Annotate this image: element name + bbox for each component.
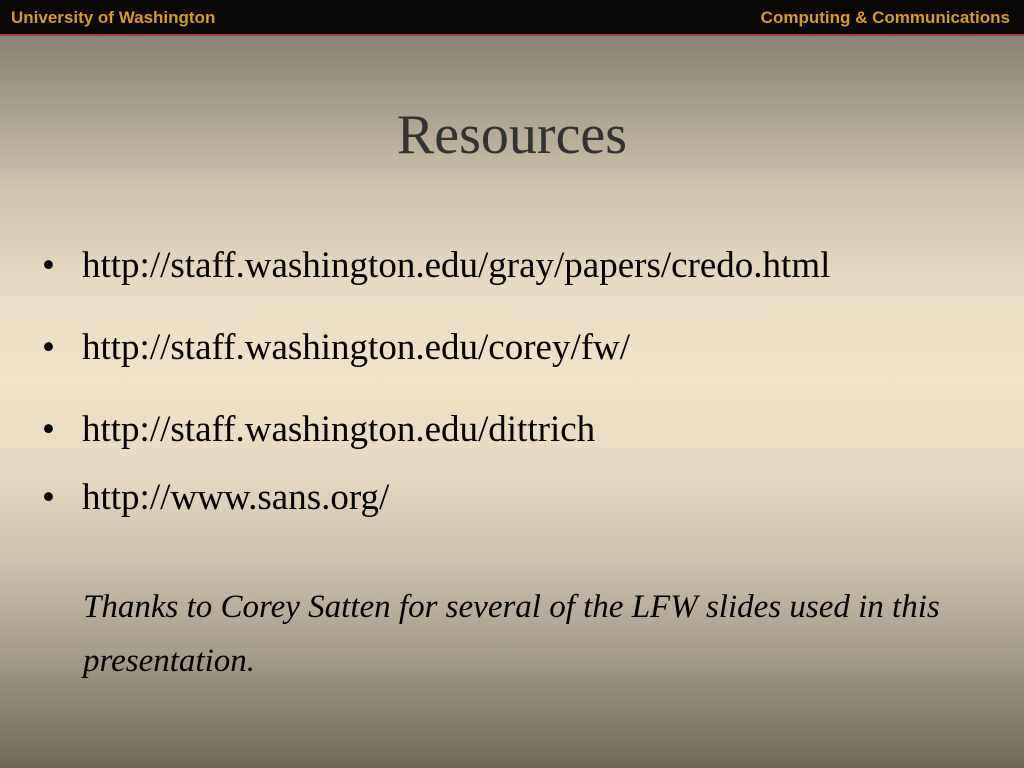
resource-link[interactable]: http://staff.washington.edu/dittrich (82, 409, 596, 450)
list-item (42, 326, 630, 370)
header-bar (0, 0, 1024, 36)
acknowledgement-text: Thanks to Corey Satten for several of the LFW slides used in this presentation. (83, 589, 940, 679)
bullet-icon: • (42, 327, 55, 368)
resource-link[interactable]: http://www.sans.org/ (82, 477, 390, 518)
bullet-icon: • (42, 477, 55, 518)
bullet-icon: • (42, 409, 55, 450)
resource-link[interactable]: http://staff.washington.edu/gray/papers/credo.html (82, 245, 831, 286)
list-item (42, 408, 595, 452)
slide-title: Resources (396, 104, 628, 166)
resource-link[interactable]: http://staff.washington.edu/corey/fw/ (82, 327, 631, 368)
header-organization: University of Washington (11, 8, 216, 27)
header-department: Computing & Communications (760, 8, 1010, 27)
bullet-icon: • (42, 245, 55, 286)
list-item (42, 476, 389, 520)
list-item (42, 244, 830, 288)
